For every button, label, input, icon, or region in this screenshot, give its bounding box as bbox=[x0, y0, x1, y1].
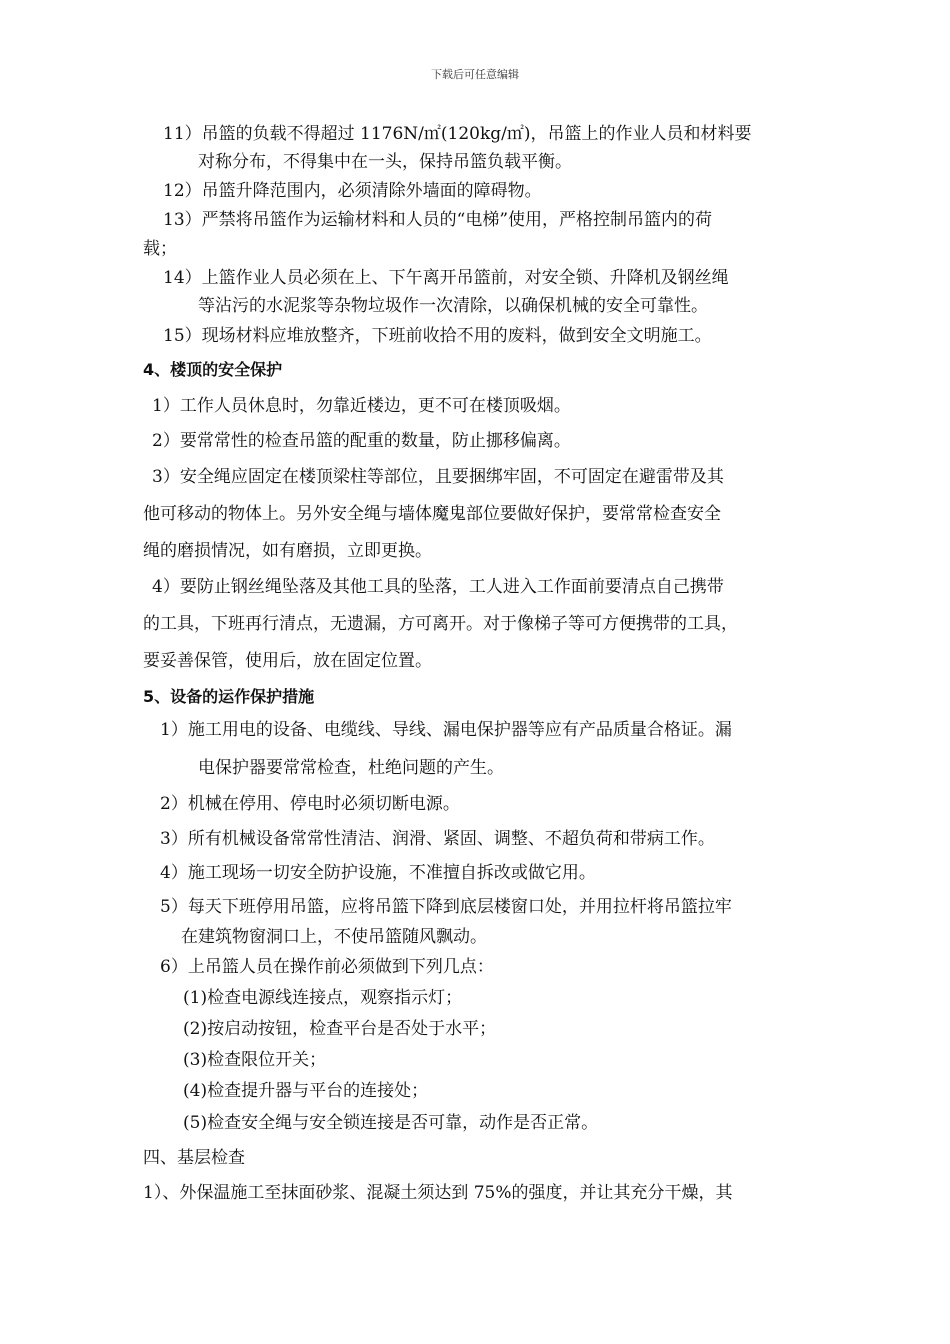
roof-item-1: 1）工作人员休息时，勿靠近楼边，更不可在楼顶吸烟。 bbox=[152, 396, 571, 416]
base-item-1: 1）、外保温施工至抹面砂浆、混凝土须达到 75%的强度，并让其充分干燥，其 bbox=[143, 1183, 733, 1203]
check-step-1: (1)检查电源线连接点，观察指示灯； bbox=[183, 988, 463, 1008]
item-13-line2: 载； bbox=[143, 239, 177, 259]
roof-item-4-line2: 的工具，下班再行清点，无遗漏，方可离开。对于像梯子等可方便携带的工具， bbox=[143, 614, 738, 634]
item-13-line1: 13）严禁将吊篮作为运输材料和人员的“电梯”使用，严格控制吊篮内的荷 bbox=[163, 210, 713, 230]
check-step-4: (4)检查提升器与平台的连接处； bbox=[183, 1081, 429, 1101]
header-note: 下载后可任意编辑 bbox=[431, 68, 519, 81]
roof-item-4-line3: 要妥善保管，使用后，放在固定位置。 bbox=[143, 651, 432, 671]
item-14-line2: 等沾污的水泥浆等杂物垃圾作一次清除，以确保机械的安全可靠性。 bbox=[198, 296, 708, 316]
check-step-2: (2)按启动按钮，检查平台是否处于水平； bbox=[183, 1019, 497, 1039]
equip-item-5-line2: 在建筑物窗洞口上，不使吊篮随风飘动。 bbox=[181, 927, 487, 947]
equip-item-5-line1: 5）每天下班停用吊篮，应将吊篮下降到底层楼窗口处，并用拉杆将吊篮拉牢 bbox=[160, 897, 732, 917]
section-5-heading: 5、设备的运作保护措施 bbox=[143, 687, 315, 706]
roof-item-3-line2: 他可移动的物体上。另外安全绳与墙体魔鬼部位要做好保护，要常常检查安全 bbox=[143, 504, 721, 524]
roof-item-2: 2）要常常性的检查吊篮的配重的数量，防止挪移偏离。 bbox=[152, 431, 571, 451]
equip-item-3: 3）所有机械设备常常性清洁、润滑、紧固、调整、不超负荷和带病工作。 bbox=[160, 829, 715, 849]
roof-item-3-line3: 绳的磨损情况，如有磨损，立即更换。 bbox=[143, 541, 432, 561]
item-12: 12）吊篮升降范围内，必须清除外墙面的障碍物。 bbox=[163, 181, 542, 201]
equip-item-1-line2: 电保护器要常常检查，杜绝问题的产生。 bbox=[198, 758, 504, 778]
section-4-heading: 4、楼顶的安全保护 bbox=[143, 360, 283, 379]
item-14-line1: 14）上篮作业人员必须在上、下午离开吊篮前，对安全锁、升降机及钢丝绳 bbox=[163, 268, 729, 288]
check-step-5: (5)检查安全绳与安全锁连接是否可靠，动作是否正常。 bbox=[183, 1113, 599, 1133]
equip-item-1-line1: 1）施工用电的设备、电缆线、导线、漏电保护器等应有产品质量合格证。漏 bbox=[160, 720, 732, 740]
equip-item-6: 6）上吊篮人员在操作前必须做到下列几点： bbox=[160, 957, 494, 977]
item-11-line2: 对称分布，不得集中在一头，保持吊篮负载平衡。 bbox=[198, 152, 572, 172]
item-15: 15）现场材料应堆放整齐，下班前收拾不用的废料，做到安全文明施工。 bbox=[163, 326, 712, 346]
check-step-3: (3)检查限位开关； bbox=[183, 1050, 327, 1070]
roof-item-4-line1: 4）要防止钢丝绳坠落及其他工具的坠落，工人进入工作面前要清点自己携带 bbox=[152, 577, 724, 597]
equip-item-2: 2）机械在停用、停电时必须切断电源。 bbox=[160, 794, 460, 814]
section-4-base-inspection-heading: 四、基层检查 bbox=[143, 1148, 245, 1168]
equip-item-4: 4）施工现场一切安全防护设施，不准擅自拆改或做它用。 bbox=[160, 863, 596, 883]
item-11-line1: 11）吊篮的负载不得超过 1176N/㎡(120kg/㎡)，吊篮上的作业人员和材料要 bbox=[163, 124, 752, 144]
roof-item-3-line1: 3）安全绳应固定在楼顶梁柱等部位，且要捆绑牢固，不可固定在避雷带及其 bbox=[152, 467, 724, 487]
